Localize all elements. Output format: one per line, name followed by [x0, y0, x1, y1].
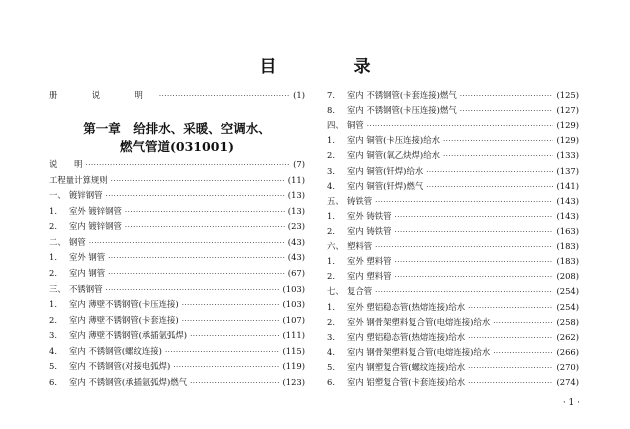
toc-entry-number: 1.	[327, 135, 335, 146]
page-title: 目 录	[259, 57, 401, 77]
toc-entry-number: 1.	[327, 301, 335, 312]
leader-dots	[190, 376, 279, 390]
toc-entry[interactable]	[327, 254, 579, 268]
leader-dots	[460, 89, 554, 103]
toc-entry-page: (7)	[293, 159, 305, 169]
toc-entry[interactable]	[49, 88, 305, 102]
toc-entry-label: 室内 铜管(卡压连接)给水	[347, 135, 440, 146]
toc-entry-page: (183)	[556, 241, 579, 252]
leader-dots	[493, 346, 553, 360]
toc-entry[interactable]	[327, 300, 579, 314]
leader-dots	[159, 89, 290, 103]
toc-entry-label: 室内 钢骨架塑料复合管(电熔连接)给水	[347, 346, 491, 357]
toc-entry-label: 室外 塑料管	[347, 256, 392, 267]
leader-dots	[182, 298, 280, 312]
toc-entry-page: (129)	[556, 120, 579, 131]
leader-dots	[375, 195, 553, 209]
toc-entry[interactable]	[327, 360, 579, 374]
toc-entry-page: (111)	[282, 330, 305, 341]
toc-entry[interactable]	[327, 315, 579, 329]
toc-entry-page: (123)	[282, 377, 305, 387]
toc-entry-page: (163)	[556, 225, 579, 236]
leader-dots	[367, 119, 554, 133]
toc-entry[interactable]	[49, 313, 305, 327]
toc-entry-page: (119)	[282, 361, 305, 372]
leader-dots	[182, 314, 280, 328]
toc-entry-number: 3.	[327, 331, 335, 342]
toc-entry[interactable]	[49, 157, 305, 171]
toc-entry-label: 镀锌钢管	[69, 190, 103, 201]
toc-entry-number: 6.	[49, 377, 57, 387]
toc-entry-page: (127)	[556, 105, 579, 116]
toc-entry-label: 室内 铜管(氧乙炔焊)给水	[347, 150, 440, 161]
toc-entry-number: 1.	[49, 205, 57, 216]
toc-entry[interactable]	[327, 103, 579, 117]
leader-dots	[108, 251, 285, 265]
toc-entry-label: 室内 不锈钢管(螺纹连接)	[69, 345, 162, 356]
toc-entry-number: 2.	[327, 316, 335, 327]
toc-entry-number: 三、	[49, 283, 66, 294]
leader-dots	[125, 220, 285, 234]
toc-entry-label: 塑料管	[347, 241, 373, 252]
toc-entry-number: 4.	[49, 345, 57, 356]
leader-dots	[375, 285, 553, 299]
toc-entry-page: (141)	[556, 180, 579, 191]
toc-entry[interactable]	[49, 266, 305, 280]
leader-dots	[443, 134, 554, 148]
toc-entry[interactable]	[49, 235, 305, 249]
toc-entry-page: (129)	[556, 135, 579, 146]
toc-entry-label: 室内 镀锌钢管	[69, 221, 122, 232]
toc-entry[interactable]	[327, 330, 579, 344]
toc-entry-label: 钢管	[69, 236, 86, 247]
toc-entry[interactable]	[49, 282, 305, 296]
toc-entry[interactable]	[327, 179, 579, 193]
toc-entry-number: 3.	[327, 165, 335, 176]
toc-entry-number: 6.	[327, 377, 335, 387]
toc-entry[interactable]	[327, 133, 579, 147]
toc-entry-label: 室外 塑铝稳态管(热熔连接)给水	[347, 301, 466, 312]
toc-entry-page: (137)	[556, 165, 579, 176]
leader-dots	[106, 283, 280, 297]
leader-dots	[375, 240, 553, 254]
leader-dots	[395, 225, 554, 239]
toc-entry[interactable]	[49, 328, 305, 342]
toc-entry-number: 3.	[49, 330, 57, 341]
toc-entry[interactable]	[327, 148, 579, 162]
toc-entry-number: 二、	[49, 236, 66, 247]
toc-entry-label: 室内 铜管(钎焊)给水	[347, 165, 424, 176]
toc-entry-page: (43)	[287, 236, 305, 247]
leader-dots	[395, 210, 554, 224]
toc-entry[interactable]	[49, 204, 305, 218]
toc-entry-number: 2.	[327, 225, 335, 236]
leader-dots	[426, 165, 553, 179]
toc-entry-label: 室内 钢塑复合管(螺纹连接)给水	[347, 361, 466, 372]
toc-entry-page: (143)	[556, 210, 579, 221]
toc-entry-label: 室内 薄壁不锈钢管(卡套连接)	[69, 314, 179, 325]
toc-entry-number: 8.	[327, 105, 335, 116]
toc-entry-page: (208)	[556, 271, 579, 282]
toc-entry-label: 室内 不锈钢管(卡套连接)燃气	[347, 90, 457, 100]
toc-entry-page: (258)	[556, 316, 579, 327]
leader-dots	[468, 376, 553, 390]
toc-entry-label: 室内 铸铁管	[347, 225, 392, 236]
leader-dots	[173, 360, 279, 374]
toc-entry[interactable]	[49, 375, 305, 389]
toc-entry-number: 2.	[49, 314, 57, 325]
toc-entry-number: 五、	[327, 195, 344, 206]
toc-entry-label: 复合管	[347, 286, 373, 297]
toc-entry[interactable]	[327, 209, 579, 223]
toc-entry-page: (67)	[287, 268, 305, 278]
toc-entry[interactable]	[327, 345, 579, 359]
leader-dots	[468, 361, 553, 375]
leader-dots	[468, 301, 553, 315]
toc-entry-label: 室外 铸铁管	[347, 210, 392, 221]
toc-entry-page: (183)	[556, 256, 579, 267]
toc-entry[interactable]	[327, 284, 579, 298]
leader-dots	[125, 205, 285, 219]
toc-entry-page: (262)	[556, 331, 579, 342]
chapter-heading	[49, 120, 305, 156]
toc-entry-label: 室内 不锈钢管(对接电弧焊)	[69, 361, 171, 372]
leader-dots	[106, 189, 285, 203]
toc-entry[interactable]	[327, 239, 579, 253]
toc-entry-number: 2.	[49, 268, 57, 278]
toc-entry-label: 铜管	[347, 120, 364, 131]
toc-entry-page: (143)	[556, 195, 579, 206]
leader-dots	[89, 236, 285, 250]
toc-entry-label: 室外 镀锌钢管	[69, 205, 122, 216]
toc-entry-number: 1.	[49, 299, 57, 310]
toc-entry-number: 1.	[327, 256, 335, 267]
toc-entry[interactable]	[327, 224, 579, 238]
leader-dots	[468, 331, 553, 345]
leader-dots	[443, 149, 554, 163]
toc-entry[interactable]	[49, 250, 305, 264]
toc-entry[interactable]	[49, 297, 305, 311]
leader-dots	[111, 174, 285, 188]
toc-entry-number: 1.	[49, 252, 57, 263]
toc-entry-page: (125)	[556, 90, 579, 100]
leader-dots	[108, 267, 285, 281]
toc-entry-number: 四、	[327, 120, 344, 131]
toc-entry-number: 4.	[327, 346, 335, 357]
toc-entry-page: (107)	[282, 314, 305, 325]
toc-entry-label: 室内 薄壁不锈钢管(承插氩弧焊)	[69, 330, 188, 341]
toc-entry-page: (23)	[287, 221, 305, 232]
chapter-heading-line2: 燃气管道(031001)	[119, 139, 234, 154]
toc-entry-number: 7.	[327, 90, 335, 100]
toc-entry-number: 六、	[327, 241, 344, 252]
toc-entry-page: (13)	[287, 190, 305, 201]
toc-entry[interactable]	[49, 219, 305, 233]
leader-dots	[395, 270, 554, 284]
toc-entry-number: 5.	[327, 361, 335, 372]
toc-entry-page: (1)	[293, 90, 305, 100]
toc-entry-label: 室内 塑铝稳态管(热熔连接)给水	[347, 331, 466, 342]
toc-entry-page: (274)	[556, 377, 579, 387]
toc-entry-page: (254)	[556, 301, 579, 312]
toc-entry-label: 室内 塑料管	[347, 271, 392, 282]
toc-entry-page: (13)	[287, 205, 305, 216]
leader-dots	[426, 180, 553, 194]
toc-entry-page: (103)	[282, 299, 305, 310]
toc-entry-label: 室内 铝塑复合管(卡套连接)给水	[347, 377, 466, 387]
toc-entry[interactable]	[327, 164, 579, 178]
toc-entry-page: (133)	[556, 150, 579, 161]
toc-entry[interactable]	[327, 88, 579, 102]
toc-entry-number: 2.	[49, 221, 57, 232]
toc-entry[interactable]	[327, 118, 579, 132]
toc-entry-number: 2.	[327, 150, 335, 161]
leader-dots	[395, 255, 554, 269]
toc-entry-label: 室内 钢管	[69, 268, 106, 278]
toc-entry-label: 室外 钢管	[69, 252, 106, 263]
toc-entry[interactable]	[49, 188, 305, 202]
toc-entry[interactable]	[49, 344, 305, 358]
toc-entry[interactable]	[327, 194, 579, 208]
toc-entry-page: (103)	[282, 283, 305, 294]
toc-entry-label: 工程量计算规则	[49, 174, 108, 185]
toc-entry[interactable]	[49, 173, 305, 187]
page-number-footer: · 1 ·	[562, 398, 580, 408]
leader-dots	[460, 104, 554, 118]
toc-entry-page: (270)	[556, 361, 579, 372]
toc-entry-label: 说 明	[49, 159, 83, 169]
toc-entry-label: 册 说 明	[49, 90, 156, 100]
toc-entry-number: 5.	[49, 361, 57, 372]
toc-entry-label: 不锈钢管	[69, 283, 103, 294]
leader-dots	[86, 158, 291, 172]
toc-entry-label: 室内 铜管(钎焊)燃气	[347, 180, 424, 191]
toc-entry-label: 室内 薄壁不锈钢管(卡压连接)	[69, 299, 179, 310]
chapter-heading-line1: 第一章 给排水、采暖、空调水、	[83, 121, 271, 136]
toc-entry-number: 4.	[327, 180, 335, 191]
toc-entry-number: 七、	[327, 286, 344, 297]
toc-entry-page: (115)	[282, 345, 305, 356]
toc-entry-page: (11)	[287, 174, 305, 185]
toc-entry-label: 室内 不锈钢管(卡压连接)燃气	[347, 105, 457, 116]
toc-entry[interactable]	[49, 359, 305, 373]
toc-entry[interactable]	[327, 375, 579, 389]
toc-entry-number: 2.	[327, 271, 335, 282]
toc-entry[interactable]	[327, 269, 579, 283]
toc-entry-page: (266)	[556, 346, 579, 357]
leader-dots	[493, 316, 553, 330]
leader-dots	[190, 329, 279, 343]
toc-entry-label: 铸铁管	[347, 195, 373, 206]
toc-entry-page: (43)	[287, 252, 305, 263]
toc-entry-number: 一、	[49, 190, 66, 201]
leader-dots	[165, 345, 280, 359]
toc-entry-page: (254)	[556, 286, 579, 297]
toc-entry-label: 室外 钢骨架塑料复合管(电熔连接)给水	[347, 316, 491, 327]
toc-entry-number: 1.	[327, 210, 335, 221]
toc-entry-label: 室内 不锈钢管(承插氩弧焊)燃气	[69, 377, 188, 387]
